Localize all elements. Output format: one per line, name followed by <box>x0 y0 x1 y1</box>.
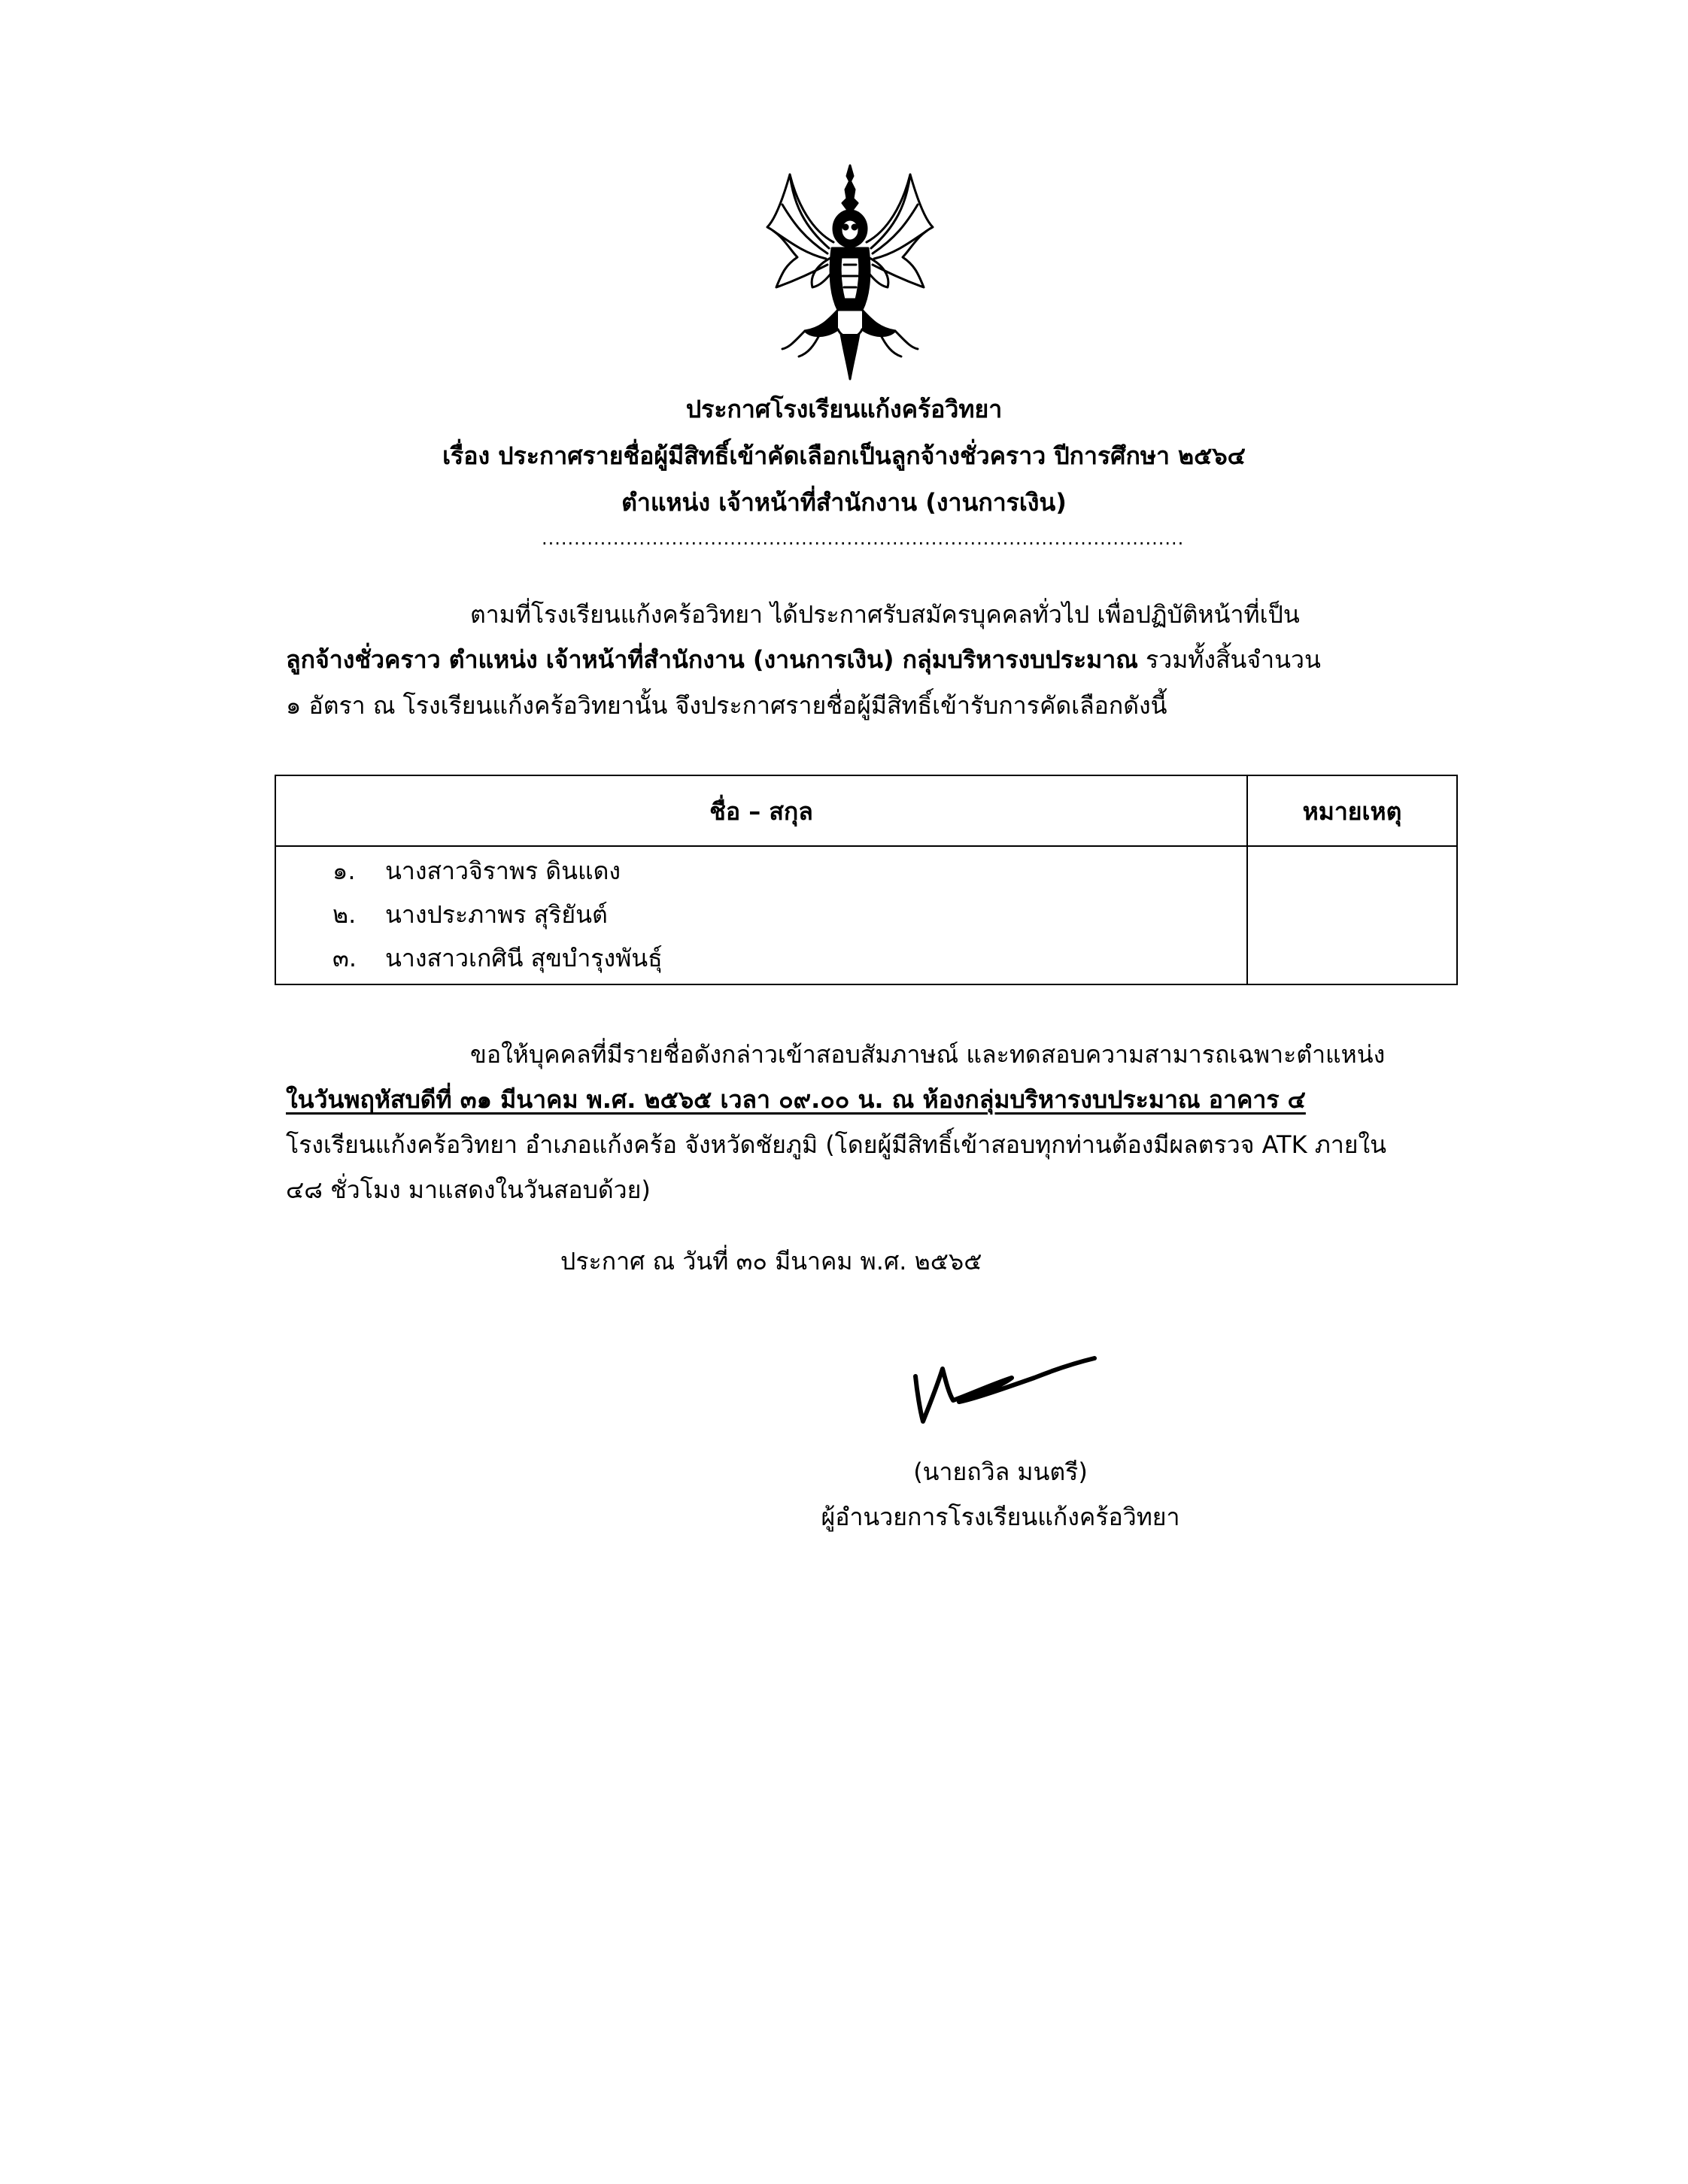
table-row <box>332 854 621 887</box>
announcement-position: ตำแหน่ง เจ้าหน้าที่สำนักงาน (งานการเงิน) <box>621 488 1067 517</box>
candidate-table <box>275 775 1458 985</box>
notice-line-4: ๔๘ ชั่วโมง มาแสดงในวันสอบด้วย) <box>286 1175 651 1204</box>
notice-line-3: โรงเรียนแก้งคร้อวิทยา อำเภอแก้งคร้อ จังหวัดชัยภูมิ (โดยผู้มีสิทธิ์เข้าสอบทุกท่านต้องมีผลตรวจ ATK ภายใน <box>286 1130 1387 1159</box>
dotted-divider: ................................................................................................... <box>542 528 1185 549</box>
table-header-note: หมายเหตุ <box>1302 797 1402 826</box>
handwritten-signature <box>906 1346 1102 1429</box>
row-name: นางสาวเกศินี สุขบำรุงพันธุ์ <box>385 944 663 972</box>
intro-line-1: ตามที่โรงเรียนแก้งคร้อวิทยา ได้ประกาศรับสมัครบุคคลทั่วไป เพื่อปฏิบัติหน้าที่เป็น <box>470 600 1300 629</box>
notice-line-1: ขอให้บุคคลที่มีรายชื่อดังกล่าวเข้าสอบสัมภาษณ์ และทดสอบความสามารถเฉพาะตำแหน่ง <box>470 1040 1386 1069</box>
intro-line-2-bold: ลูกจ้างชั่วคราว ตำแหน่ง เจ้าหน้าที่สำนักงาน (งานการเงิน) กลุ่มบริหารงบประมาณ <box>286 645 1138 674</box>
signatory-name: (นายถวิล มนตรี) <box>913 1458 1088 1486</box>
intro-line-3: ๑ อัตรา ณ โรงเรียนแก้งคร้อวิทยานั้น จึงประกาศรายชื่อผู้มีสิทธิ์เข้ารับการคัดเลือกดังนี้ <box>286 691 1167 720</box>
intro-line-2 <box>286 643 1321 676</box>
row-name: นางประภาพร สุริยันต์ <box>385 900 608 929</box>
announcement-subject: เรื่อง ประกาศรายชื่อผู้มีสิทธิ์เข้าคัดเลือกเป็นลูกจ้างชั่วคราว ปีการศึกษา ๒๕๖๔ <box>442 441 1246 470</box>
notice-line-2: ในวันพฤหัสบดีที่ ๓๑ มีนาคม พ.ศ. ๒๕๖๕ เวลา ๐๙.๐๐ น. ณ ห้องกลุ่มบริหารงบประมาณ อาคาร ๔ <box>286 1085 1306 1114</box>
intro-line-2-rest: รวมทั้งสิ้นจำนวน <box>1137 645 1321 674</box>
table-header-name: ชื่อ – สกุล <box>709 797 813 826</box>
announcement-title: ประกาศโรงเรียนแก้งคร้อวิทยา <box>685 395 1003 423</box>
garuda-emblem-icon <box>760 159 940 385</box>
row-name: นางสาวจิราพร ดินแดง <box>385 857 621 885</box>
table-row <box>332 942 663 975</box>
signatory-title: ผู้อำนวยการโรงเรียนแก้งคร้อวิทยา <box>821 1503 1180 1531</box>
row-number: ๓. <box>332 944 357 972</box>
table-row <box>332 898 608 931</box>
announce-date: ประกาศ ณ วันที่ ๓๐ มีนาคม พ.ศ. ๒๕๖๕ <box>560 1247 982 1276</box>
row-number: ๑. <box>332 857 356 885</box>
row-number: ๒. <box>332 900 357 929</box>
